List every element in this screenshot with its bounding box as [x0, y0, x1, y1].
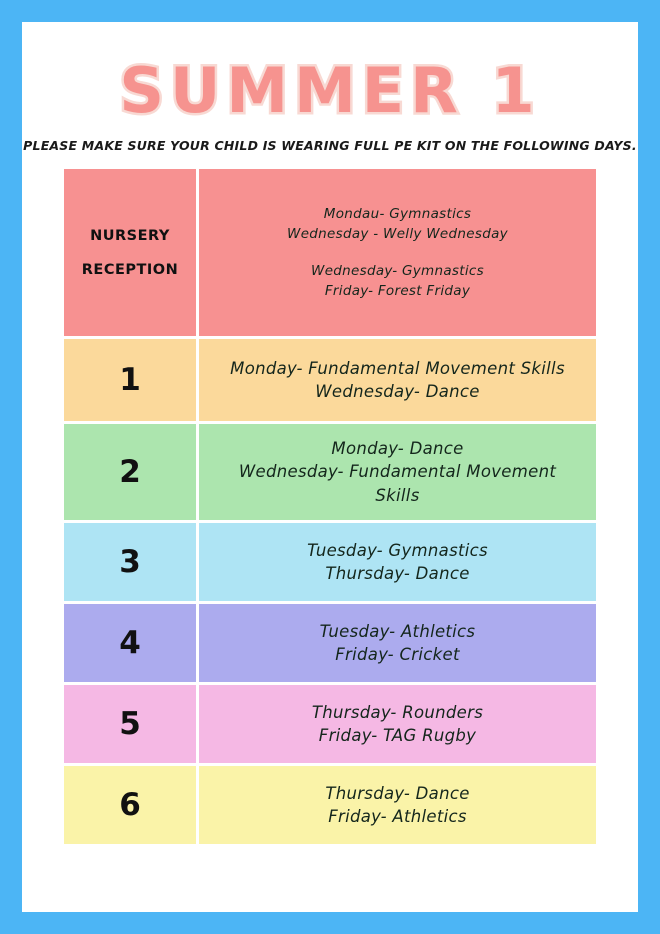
row-detail-nursery-reception [199, 169, 596, 336]
table-row [64, 523, 596, 601]
detail-line: Wednesday- Fundamental Movement [238, 462, 557, 482]
table-row [64, 685, 596, 763]
detail-line: Friday- TAG Rugby [318, 726, 477, 745]
row-detail-year-6 [199, 766, 596, 844]
detail-block [287, 204, 508, 245]
detail-line: Tuesday- Gymnastics [307, 540, 488, 560]
table-row [64, 339, 596, 421]
table-row [64, 424, 596, 520]
detail-line: Monday- Dance [331, 438, 464, 458]
year-number: 5 [119, 706, 141, 742]
row-detail-year-3 [199, 523, 596, 601]
page-title: SUMMER 1 [119, 54, 541, 127]
group-label: RECEPTION [81, 261, 179, 278]
year-number: 3 [119, 544, 141, 580]
detail-line: Friday- Cricket [335, 645, 460, 664]
detail-line: Thursday- Dance [325, 783, 470, 803]
page-subtitle: PLEASE MAKE SURE YOUR CHILD IS WEARING FULL PE KIT ON THE FOLLOWING DAYS. [23, 138, 637, 153]
row-label-nursery-reception [64, 169, 196, 336]
pe-schedule-table [64, 169, 596, 844]
detail-line: Friday- Athletics [328, 807, 467, 826]
row-label-year-4 [64, 604, 196, 682]
year-number: 2 [119, 454, 141, 490]
detail-line: Wednesday - Welly Wednesday [287, 226, 508, 243]
detail-line: Mondau- Gymnastics [323, 206, 472, 222]
group-label: NURSERY [90, 227, 170, 244]
year-number: 4 [119, 625, 141, 661]
detail-line: Wednesday- Gymnastics [311, 262, 484, 279]
detail-line: Skills [375, 485, 420, 505]
table-row [64, 604, 596, 682]
row-detail-year-1 [199, 339, 596, 421]
detail-line: Friday- Forest Friday [324, 282, 471, 299]
detail-block [311, 261, 484, 302]
detail-line: Wednesday- Dance [315, 382, 480, 401]
year-number: 1 [119, 362, 141, 398]
row-detail-year-4 [199, 604, 596, 682]
row-label-year-5 [64, 685, 196, 763]
row-detail-year-5 [199, 685, 596, 763]
row-label-year-3 [64, 523, 196, 601]
detail-line: Tuesday- Athletics [319, 621, 476, 641]
row-label-year-2 [64, 424, 196, 520]
year-number: 6 [119, 787, 141, 823]
poster-page [22, 22, 638, 912]
detail-line: Thursday- Rounders [311, 702, 484, 722]
row-label-year-1 [64, 339, 196, 421]
table-row [64, 766, 596, 844]
detail-line: Thursday- Dance [325, 564, 470, 583]
detail-line: Monday- Fundamental Movement Skills [230, 358, 565, 378]
row-label-year-6 [64, 766, 196, 844]
table-row [64, 169, 596, 336]
row-detail-year-2 [199, 424, 596, 520]
